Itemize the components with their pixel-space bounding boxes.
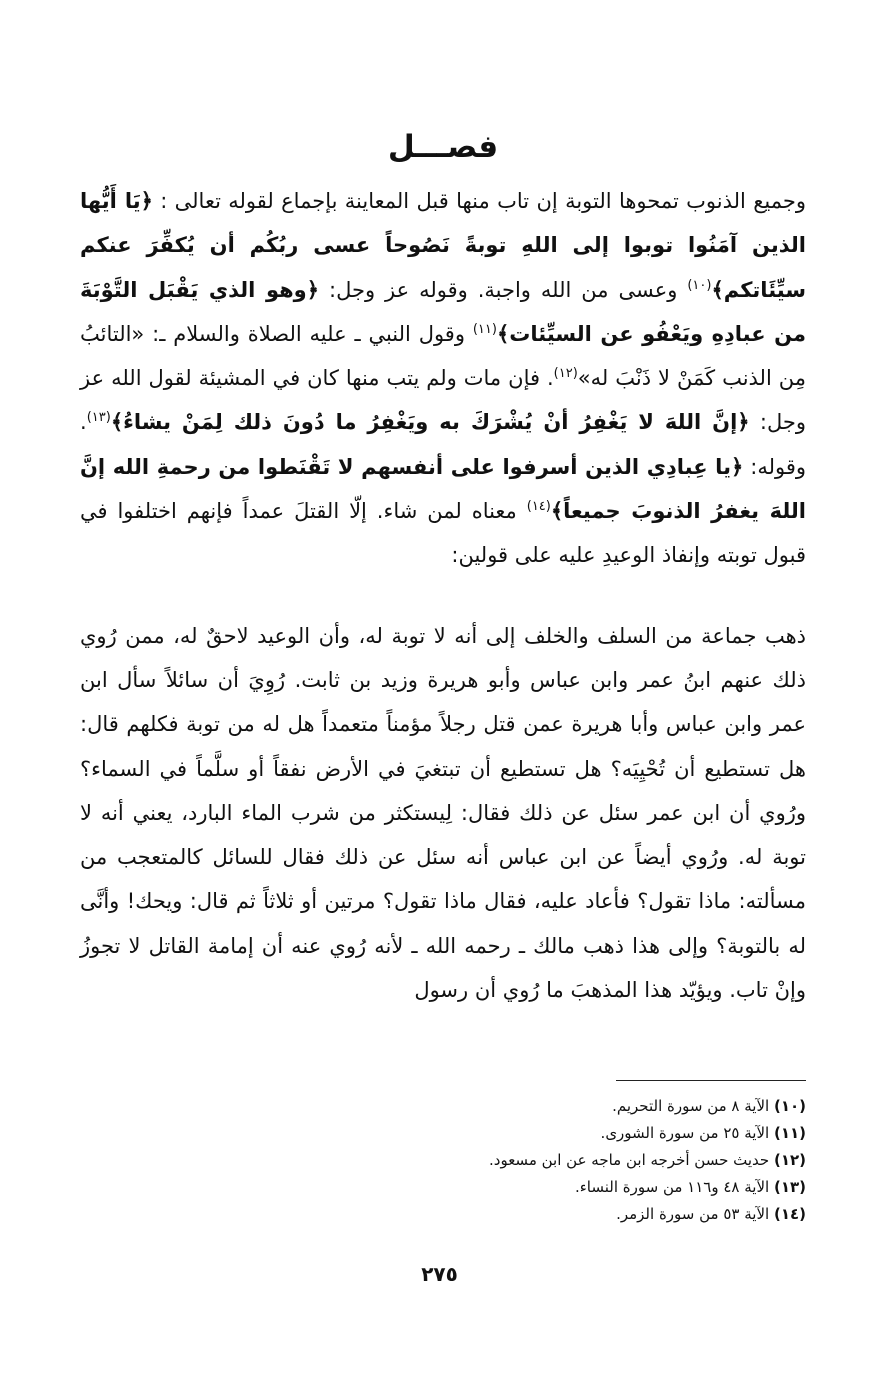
footnote-ref: (١٠) [687,277,712,293]
footnote-item [86,1093,806,1120]
paragraph-2: ذهب جماعة من السلف والخلف إلى أنه لا توبة له، وأن الوعيد لاحقٌ له، ممن رُوي ذلك عنهم ابنُ عمر وابن عباس وأبو هريرة وزيد بن ثابت. رُوِيَ أن سائلاً سأل ابن عمر وابن عباس وأبا هريرة عمن قتل رجلاً مؤمناً متعمداً هل له من توبة فكلهم قال: هل تستطيع أن تُحْيِيَه؟ هل تستطيع أن تبتغيَ في الأرض نفقاً أو سلَّماً في السماء؟ ورُوي أن ابن عمر سئل عن ذلك فقال: لِيستكثر من شرب الماء البارد، يعني أنه لا توبة له. ورُوي أيضاً عن ابن عباس أنه سئل عن ذلك فقال للسائل كالمتعجب من مسألته: ماذا تقول؟ فأعاد عليه، فقال ماذا تقول؟ مرتين أو ثلاثاً ثم قال: ويحك! وأنَّى له بالتوبة؟ وإلى هذا ذهب مالك ـ رحمه الله ـ لأنه رُوي عنه أن إمامة القاتل لا تجوزُ وإنْ تاب. ويؤيّد هذا المذهبَ ما رُوي أن رسول [80,623,806,1003]
footnote-number: (١٢) [773,1151,806,1169]
footnote-number: (١٣) [773,1178,806,1196]
footnote-item [86,1147,806,1174]
body-text: وقول النبي ـ عليه الصلاة والسلام ـ: «التائبُ مِن الذنب كَمَنْ لا ذَنْبَ له» [80,321,806,391]
footnote-item [86,1174,806,1201]
footnote-list [86,1093,806,1228]
footnote-item [86,1120,806,1147]
quran-verse: ﴿يَا أَيُّها الذين آمَنُوا توبوا إلى اللهِ توبةً نَصُوحاً عسى ربُكُم أن يُكفِّرَ عنكم سيِّئَاتكم﴾ [80,189,806,302]
footnote-text: الآية ٢٥ من سورة الشورى. [600,1124,774,1142]
body-text: وجميع الذنوب تمحوها التوبة إن تاب منها قبل المعاينة بإجماع لقوله تعالى : [152,189,806,213]
quran-verse: ﴿وهو الذي يَقْبَل التَّوْبَةَ من عبادِهِ ويَعْفُو عن السيِّئات﴾ [80,277,806,346]
footnote-item [86,1201,806,1228]
footnote-text: الآية ٤٨ و١١٦ من سورة النساء. [574,1178,774,1196]
page-number: ٢٧٥ [421,1262,458,1286]
quran-verse: ﴿إنَّ اللهَ لا يَغْفِرُ أنْ يُشْرَكَ به ويَغْفِرُ ما دُونَ ذلك لِمَنْ يشاءُ﴾ [110,410,750,435]
footnote-ref: (١٣) [86,410,111,426]
footnote-number: (١٠) [773,1097,806,1115]
footnote-text: حديث حسن أخرجه ابن ماجه عن ابن مسعود. [489,1151,774,1169]
footnote-ref: (١١) [472,321,497,337]
footnotes [86,1080,806,1228]
footnote-number: (١٤) [773,1205,806,1223]
footnote-text: الآية ٨ من سورة التحريم. [612,1097,774,1115]
paragraph-1 [80,179,806,578]
footnote-ref: (١٤) [526,499,551,515]
footnote-divider [616,1080,806,1081]
body-text: . فإن مات ولم يتب منها كان في المشيئة لقول الله عز وجل: [80,366,806,435]
section-heading: فصـــل [387,129,499,165]
footnote-ref: (١٢) [553,366,578,382]
body-text: . وقوله: [80,410,807,479]
footnote-number: (١١) [773,1124,806,1142]
quran-verse: ﴿يا عِبادِي الذين أسرفوا على أنفسهم لا تَقْنَطوا من رحمةِ الله إنَّ اللهَ يغفرُ الذنوبَ جميعاً﴾ [80,454,807,524]
page-body [80,125,806,1012]
footnote-text: الآية ٥٣ من سورة الزمر. [616,1205,774,1223]
body-text: وعسى من الله واجبة. وقوله عز وجل: [319,277,688,302]
body-text: معناه لمن شاء. إلّا القتلَ عمداً فإنهم اختلفوا في قبول توبته وإنفاذ الوعيدِ عليه على قولين: [80,499,806,568]
